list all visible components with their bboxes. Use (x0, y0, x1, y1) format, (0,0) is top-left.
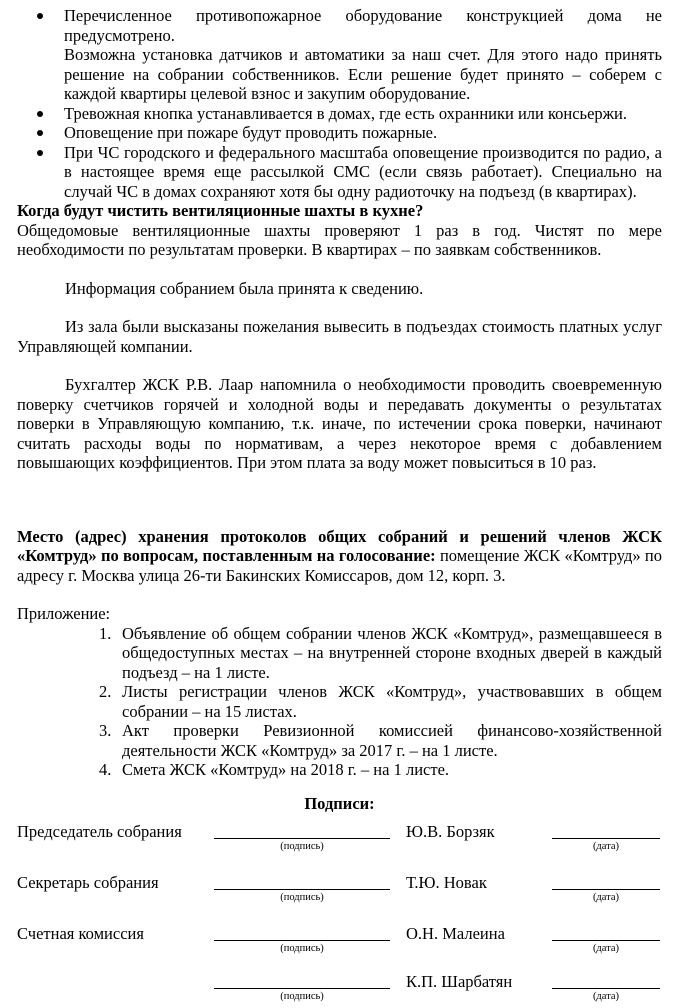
date-caption: (дата) (592, 991, 620, 1002)
ventilation-question: Когда будут чистить вентиляционные шахты в кухне? (17, 201, 424, 220)
signature-caption: (подпись) (280, 991, 324, 1002)
bullet-item (17, 6, 662, 104)
bullet-icon (37, 150, 43, 156)
bullet-icon (37, 13, 43, 19)
bullet-text: Тревожная кнопка устанавливается в домах, где есть охранники или консьержи. (64, 103, 628, 123)
storage-address-text: помещение ЖСК «Комтруд» по адресу г. Москва улица 26-ти Бакинских Комиссаров, дом 12, корп. 3. (17, 546, 662, 585)
wishes-paragraph: Из зала были высказаны пожелания вывесить в подъездах стоимость платных услуг Управляющей компании. (17, 317, 662, 356)
bullet-text: Перечисленное противопожарное оборудование конструкцией дома не предусмотрено. (64, 6, 662, 45)
date-line (552, 838, 660, 839)
appendix-item-text: Акт проверки Ревизионной комиссией финансово-хозяйственной деятельности ЖСК «Комтруд» за 2017 г. – на 1 листе. (122, 721, 662, 760)
signature-line (214, 988, 390, 989)
date-line (552, 988, 660, 989)
signature-name: К.П. Шарбатян (406, 972, 513, 991)
date-caption: (дата) (592, 943, 620, 954)
appendix-list (17, 624, 662, 780)
signature-caption: (подпись) (280, 943, 324, 954)
signature-caption: (подпись) (280, 892, 324, 903)
signature-row (17, 822, 662, 858)
answers-bullet-list (17, 6, 662, 201)
signature-name: Т.Ю. Новак (406, 873, 487, 892)
signature-role: Счетная комиссия (17, 924, 144, 943)
date-caption: (дата) (592, 841, 620, 852)
bullet-icon (37, 111, 43, 117)
bullet-item (17, 104, 662, 124)
date-caption: (дата) (592, 892, 620, 903)
bullet-extra-text: Возможна установка датчиков и автоматики за наш счет. Для этого надо принять решение на собрании собственников. Если решение будет принято – соберем с каждой квартиры целевой взнос и закупим оборудование. (64, 45, 662, 103)
appendix-item-text: Объявление об общем собрании членов ЖСК «Комтруд», размещавшееся в общедоступных местах – на внутренней стороне входных дверей в каждый подъезд – на 1 листе. (122, 623, 662, 682)
appendix-item (17, 760, 662, 780)
bullet-icon (37, 130, 43, 136)
appendix-item (17, 682, 662, 721)
appendix-item-number: 2. (99, 682, 112, 701)
appendix-item-number: 4. (99, 760, 112, 779)
appendix-item (17, 721, 662, 760)
signature-row (17, 972, 662, 1008)
signature-line (214, 940, 390, 941)
date-line (552, 889, 660, 890)
storage-paragraph (17, 527, 662, 586)
signature-line (214, 838, 390, 839)
appendix-item-number: 1. (99, 623, 112, 643)
bullet-text: Оповещение при пожаре будут проводить пожарные. (64, 123, 438, 142)
signature-row (17, 873, 662, 909)
accountant-paragraph: Бухгалтер ЖСК Р.В. Лаар напомнила о необходимости проводить своевременную поверку счетчиков горячей и холодной воды и передавать документы о результатах поверки в Управляющую компанию, т.к. иначе, по истечении срока поверки, начинают считать расходы воды по нормативам, а через некоторое время с добавлением повышающих коэффициентов. При этом плата за воду может повыситься в 10 раз. (17, 375, 662, 472)
appendix-item-number: 3. (99, 721, 112, 740)
ventilation-answer: Общедомовые вентиляционные шахты проверяют 1 раз в год. Чистят по мере необходимости по результатам проверки. В квартирах – по заявкам собственников. (17, 220, 662, 259)
storage-bold-text: Место (адрес) хранения протоколов общих собраний и решений членов ЖСК «Комтруд» по вопросам, поставленным на голосование: (17, 526, 662, 565)
signature-name: О.Н. Малеина (406, 924, 505, 943)
appendix-label: Приложение: (17, 604, 111, 623)
signature-name: Ю.В. Борзяк (406, 822, 495, 841)
bullet-text: При ЧС городского и федерального масштаба оповещение производится по радио, а в настоящее время еще рассылкой СМС (если связь работает). Специально на случай ЧС в домах сохраняют хотя бы одну радиоточку на подъезд (в квартирах). (64, 142, 662, 201)
bullet-item (17, 143, 662, 202)
appendix-item (17, 624, 662, 683)
signature-line (214, 889, 390, 890)
signature-role: Председатель собрания (17, 822, 182, 841)
signatures-title: Подписи: (304, 793, 375, 813)
signature-row (17, 924, 662, 960)
info-paragraph: Информация собранием была принята к сведению. (65, 278, 424, 298)
bullet-item (17, 123, 662, 143)
signature-caption: (подпись) (280, 841, 324, 852)
appendix-item-text: Смета ЖСК «Комтруд» на 2018 г. – на 1 листе. (122, 760, 450, 779)
document-page (17, 0, 662, 813)
appendix-item-text: Листы регистрации членов ЖСК «Комтруд», участвовавших в общем собрании – на 15 листах. (122, 682, 662, 721)
date-line (552, 940, 660, 941)
signature-role: Секретарь собрания (17, 873, 159, 892)
